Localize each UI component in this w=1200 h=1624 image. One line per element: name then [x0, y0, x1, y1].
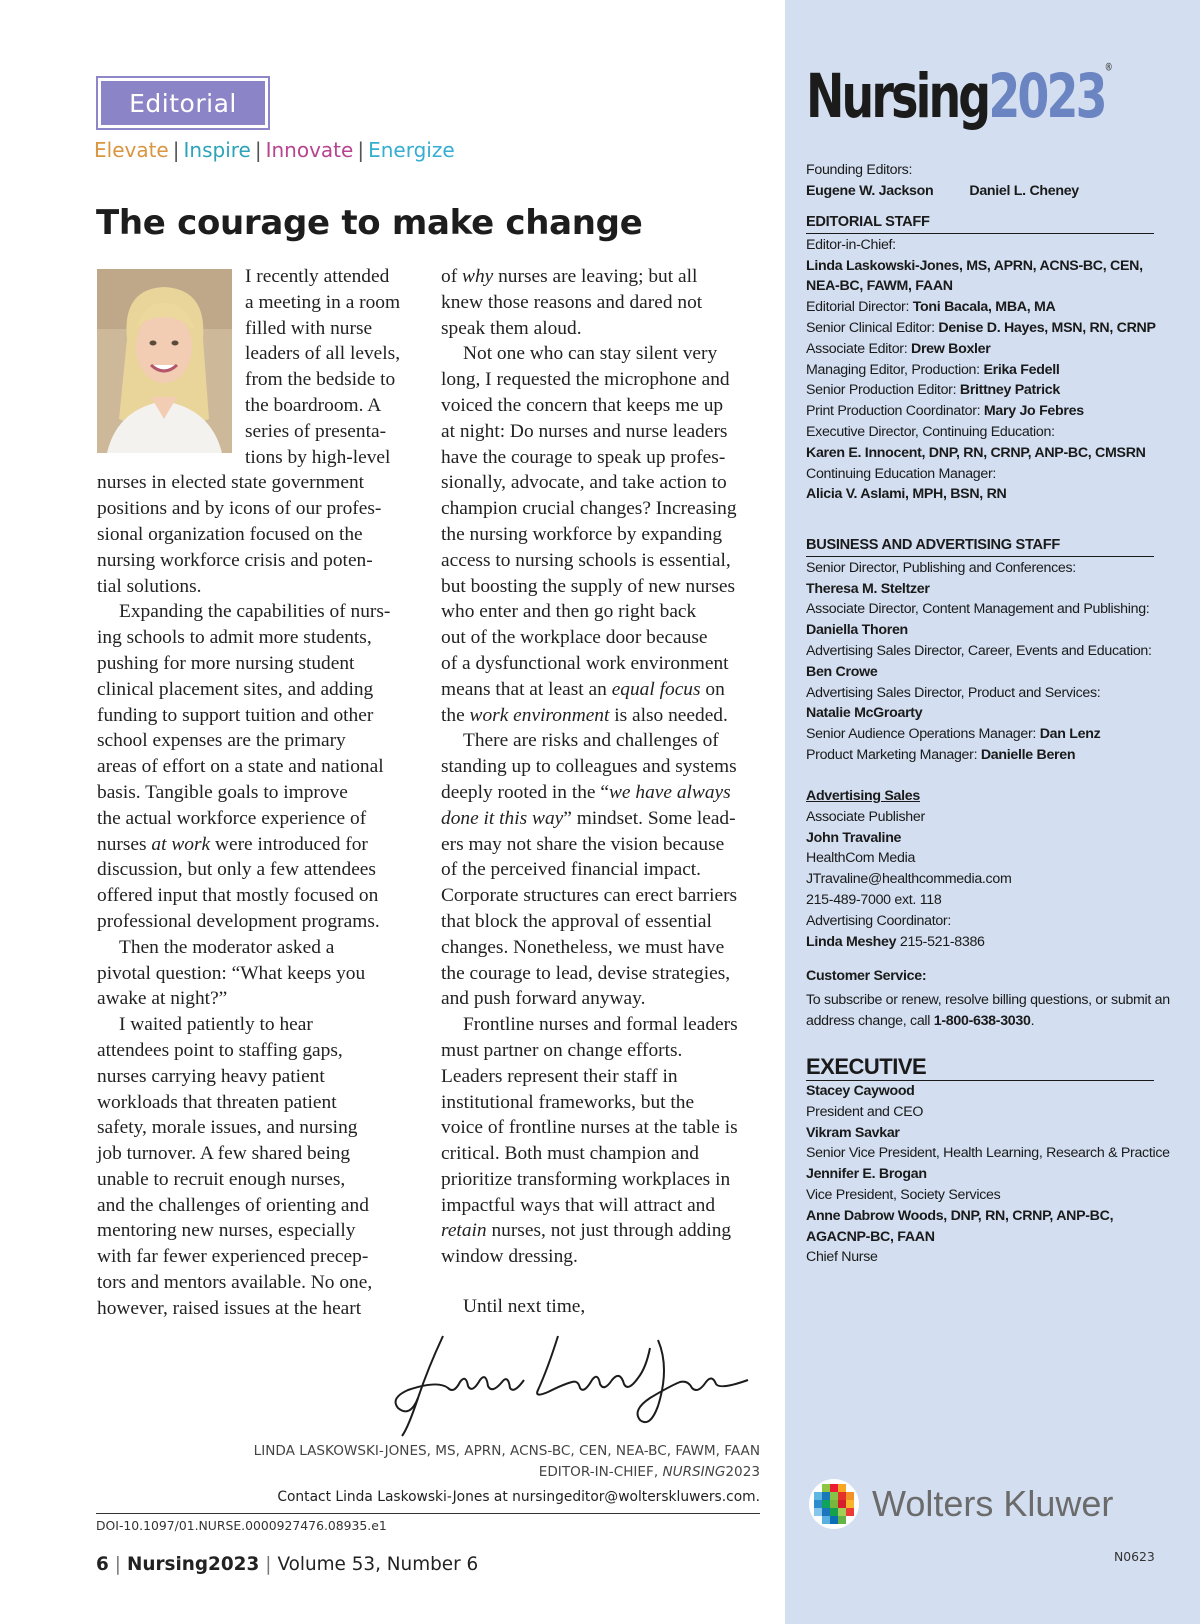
executive-heading: EXECUTIVE: [806, 1054, 1154, 1081]
editorial-staff-heading: EDITORIAL STAFF: [806, 212, 1154, 234]
customer-service-heading: Customer Service:: [806, 968, 927, 984]
editorial-staff: EDITORIAL STAFF Editor-in-Chief: Linda Laskowski-Jones, MS, APRN, ACNS-BC, CEN, NEA-BC, FAWM, FAAN Editorial Director: Toni Bacala, MBA, MA Senior Clinical Editor: Denise D. Hayes, MSN, RN, CRNP Associate Editor: Drew Boxler Managing Editor, Production: Erika Fedell Senior Production Editor: Brittney Patrick Print Production Coordinator: Mary Jo Febres Executive Director, Continuing Education: Karen E. Innocent, DNP, RN, CRNP, ANP-BC, CMSRN Continuing Education Manager: Alicia V. Aslami, MPH, BSN, RN: [806, 214, 1156, 503]
page-number: 6: [96, 1554, 109, 1575]
founder-1: Eugene W. Jackson: [806, 182, 934, 199]
executive-section: EXECUTIVE Stacey Caywood President and CEO Vikram Savkar Senior Vice President, Health Learning, Research & Practice Jennifer E. Brogan Vice President, Society Services Anne Dabrow Woods, DNP, RN, CRNP, ANP-BC, AGACNP-BC, FAAN Chief Nurse: [806, 1054, 1170, 1266]
paragraph-6: Not one who can stay silent very long, I requested the microphone and voiced the concern that keeps me up at night: Do nurses and nurse leaders have the courage to speak up profes- sionally, advocate, and take action to champion crucial changes? Increasing the nursing workforce by expanding access to nursing schools is essential, but boosting the supply of new nurses who enter and then go right back out of the workplace door because of a dysfunctional work environment means that at least an equal focus on the work environment is also needed.: [441, 343, 737, 726]
closing-line: Until next time,: [463, 1296, 586, 1317]
wolters-kluwer-logo-icon: [808, 1478, 860, 1530]
article-column-1: [97, 264, 415, 1322]
paragraph-5: of why nurses are leaving; but all knew those reasons and dared not speak them aloud.: [441, 266, 703, 339]
wolters-kluwer-logo: [808, 1478, 1113, 1530]
paragraph-1: I recently attended a meeting in a room filled with nurse leaders of all levels, from the bedside to the boardroom. A series of presenta- tions by high-level nurses in elected state government positions and by icons of our profes- sional organization focused on the nursing workforce crisis and poten- tial solutions.: [97, 266, 401, 597]
business-staff-heading: BUSINESS AND ADVERTISING STAFF: [806, 535, 1154, 557]
issue-code: N0623: [1114, 1549, 1155, 1564]
tagline-word-innovate: Innovate: [265, 138, 354, 162]
author-credentials: LINDA LASKOWSKI-JONES, MS, APRN, ACNS-BC, CEN, NEA-BC, FAWM, FAAN: [253, 1443, 760, 1459]
paragraph-2: Expanding the capabilities of nurs- ing schools to admit more students, pushing for more nursing student clinical placement sites, and adding funding to support tuition and other school expenses are the primary areas of effort on a state and national basis. Tangible goals to improve the actual workforce experience of nurses at work were introduced for discussion, but only a few attendees offered input that mostly focused on professional development programs.: [97, 601, 391, 932]
article-column-2: [441, 264, 761, 1270]
tagline-word-elevate: Elevate: [94, 138, 169, 162]
doi: DOI-10.1097/01.NURSE.0000927476.08935.e1: [96, 1518, 387, 1533]
signature: [388, 1328, 758, 1443]
page-footer: 6 | Nursing2023 | Volume 53, Number 6: [96, 1554, 479, 1575]
business-staff: BUSINESS AND ADVERTISING STAFF Senior Director, Publishing and Conferences: Theresa M. Steltzer Associate Director, Content Management and Publishing: Daniella Thoren Advertising Sales Director, Career, Events and Education: Ben Crowe Advertising Sales Director, Product and Services: Natalie McGroarty Senior Audience Operations Manager: Dan Lenz Product Marketing Manager: Danielle Beren: [806, 535, 1154, 766]
paragraph-3: Then the moderator asked a pivotal question: “What keeps you awake at night?”: [97, 936, 366, 1010]
advertising-sales-heading: Advertising Sales: [806, 788, 920, 804]
section-badge: [96, 76, 270, 130]
author-contact: Contact Linda Laskowski-Jones at nursingeditor@wolterskluwers.com.: [277, 1489, 760, 1505]
section-badge-label: Editorial: [101, 81, 265, 125]
advertising-sales: Advertising Sales Associate Publisher John Travaline HealthCom Media JTravaline@healthcommedia.com 215-489-7000 ext. 118 Advertising Coordinator: Linda Meshey 215-521-8386: [806, 786, 1154, 952]
tagline: Elevate | Inspire | Innovate | Energize: [94, 138, 455, 162]
signature-image: [388, 1328, 758, 1438]
footer-journal: Nursing2023: [127, 1554, 260, 1575]
founder-2: Daniel L. Cheney: [969, 182, 1079, 199]
tagline-word-energize: Energize: [368, 138, 455, 162]
customer-service: Customer Service: To subscribe or renew, resolve billing questions, or submit an address change, call 1-800-638-3030.: [806, 968, 1170, 1029]
nursing-logo: Nursing2023®: [806, 62, 1113, 133]
advertising-email: JTravaline@healthcommedia.com: [806, 871, 1012, 888]
footer-issue: Volume 53, Number 6: [277, 1554, 479, 1575]
customer-service-phone: 1-800-638-3030: [933, 1012, 1031, 1029]
article-headline: The courage to make change: [96, 203, 643, 243]
paragraph-7: There are risks and challenges of standing up to colleagues and systems deeply rooted in the “we have always done it this way” mindset. Some lead- ers may not share the vision because of the perceived financial impact. Corporate structures can erect barriers that block the approval of essential changes. Nonetheless, we must have the courage to lead, devise strategies, and push forward anyway.: [441, 730, 738, 1010]
wolters-kluwer-wordmark: Wolters Kluwer: [872, 1483, 1114, 1524]
tagline-word-inspire: Inspire: [183, 138, 251, 162]
founding-editors: Founding Editors: Eugene W. Jackson Daniel L. Cheney: [806, 162, 1079, 199]
paragraph-4: I waited patiently to hear attendees point to staffing gaps, nurses carrying heavy patient workloads that threaten patient safety, morale issues, and nursing job turnover. A few shared being unable to recruit enough nurses, and the challenges of orienting and mentoring new nurses, especially with far fewer experienced precep- tors and mentors available. No one, however, raised issues at the heart: [97, 1014, 373, 1319]
footer-rule: [96, 1513, 760, 1514]
paragraph-8: Frontline nurses and formal leaders must partner on change efforts. Leaders represent their staff in institutional frameworks, but the voice of frontline nurses at the table is critical. Both must champion and prioritize transforming workplaces in impactful ways that will attract and retain nurses, not just through adding window dressing.: [441, 1014, 738, 1268]
author-title: EDITOR-IN-CHIEF, NURSING2023: [538, 1464, 760, 1480]
